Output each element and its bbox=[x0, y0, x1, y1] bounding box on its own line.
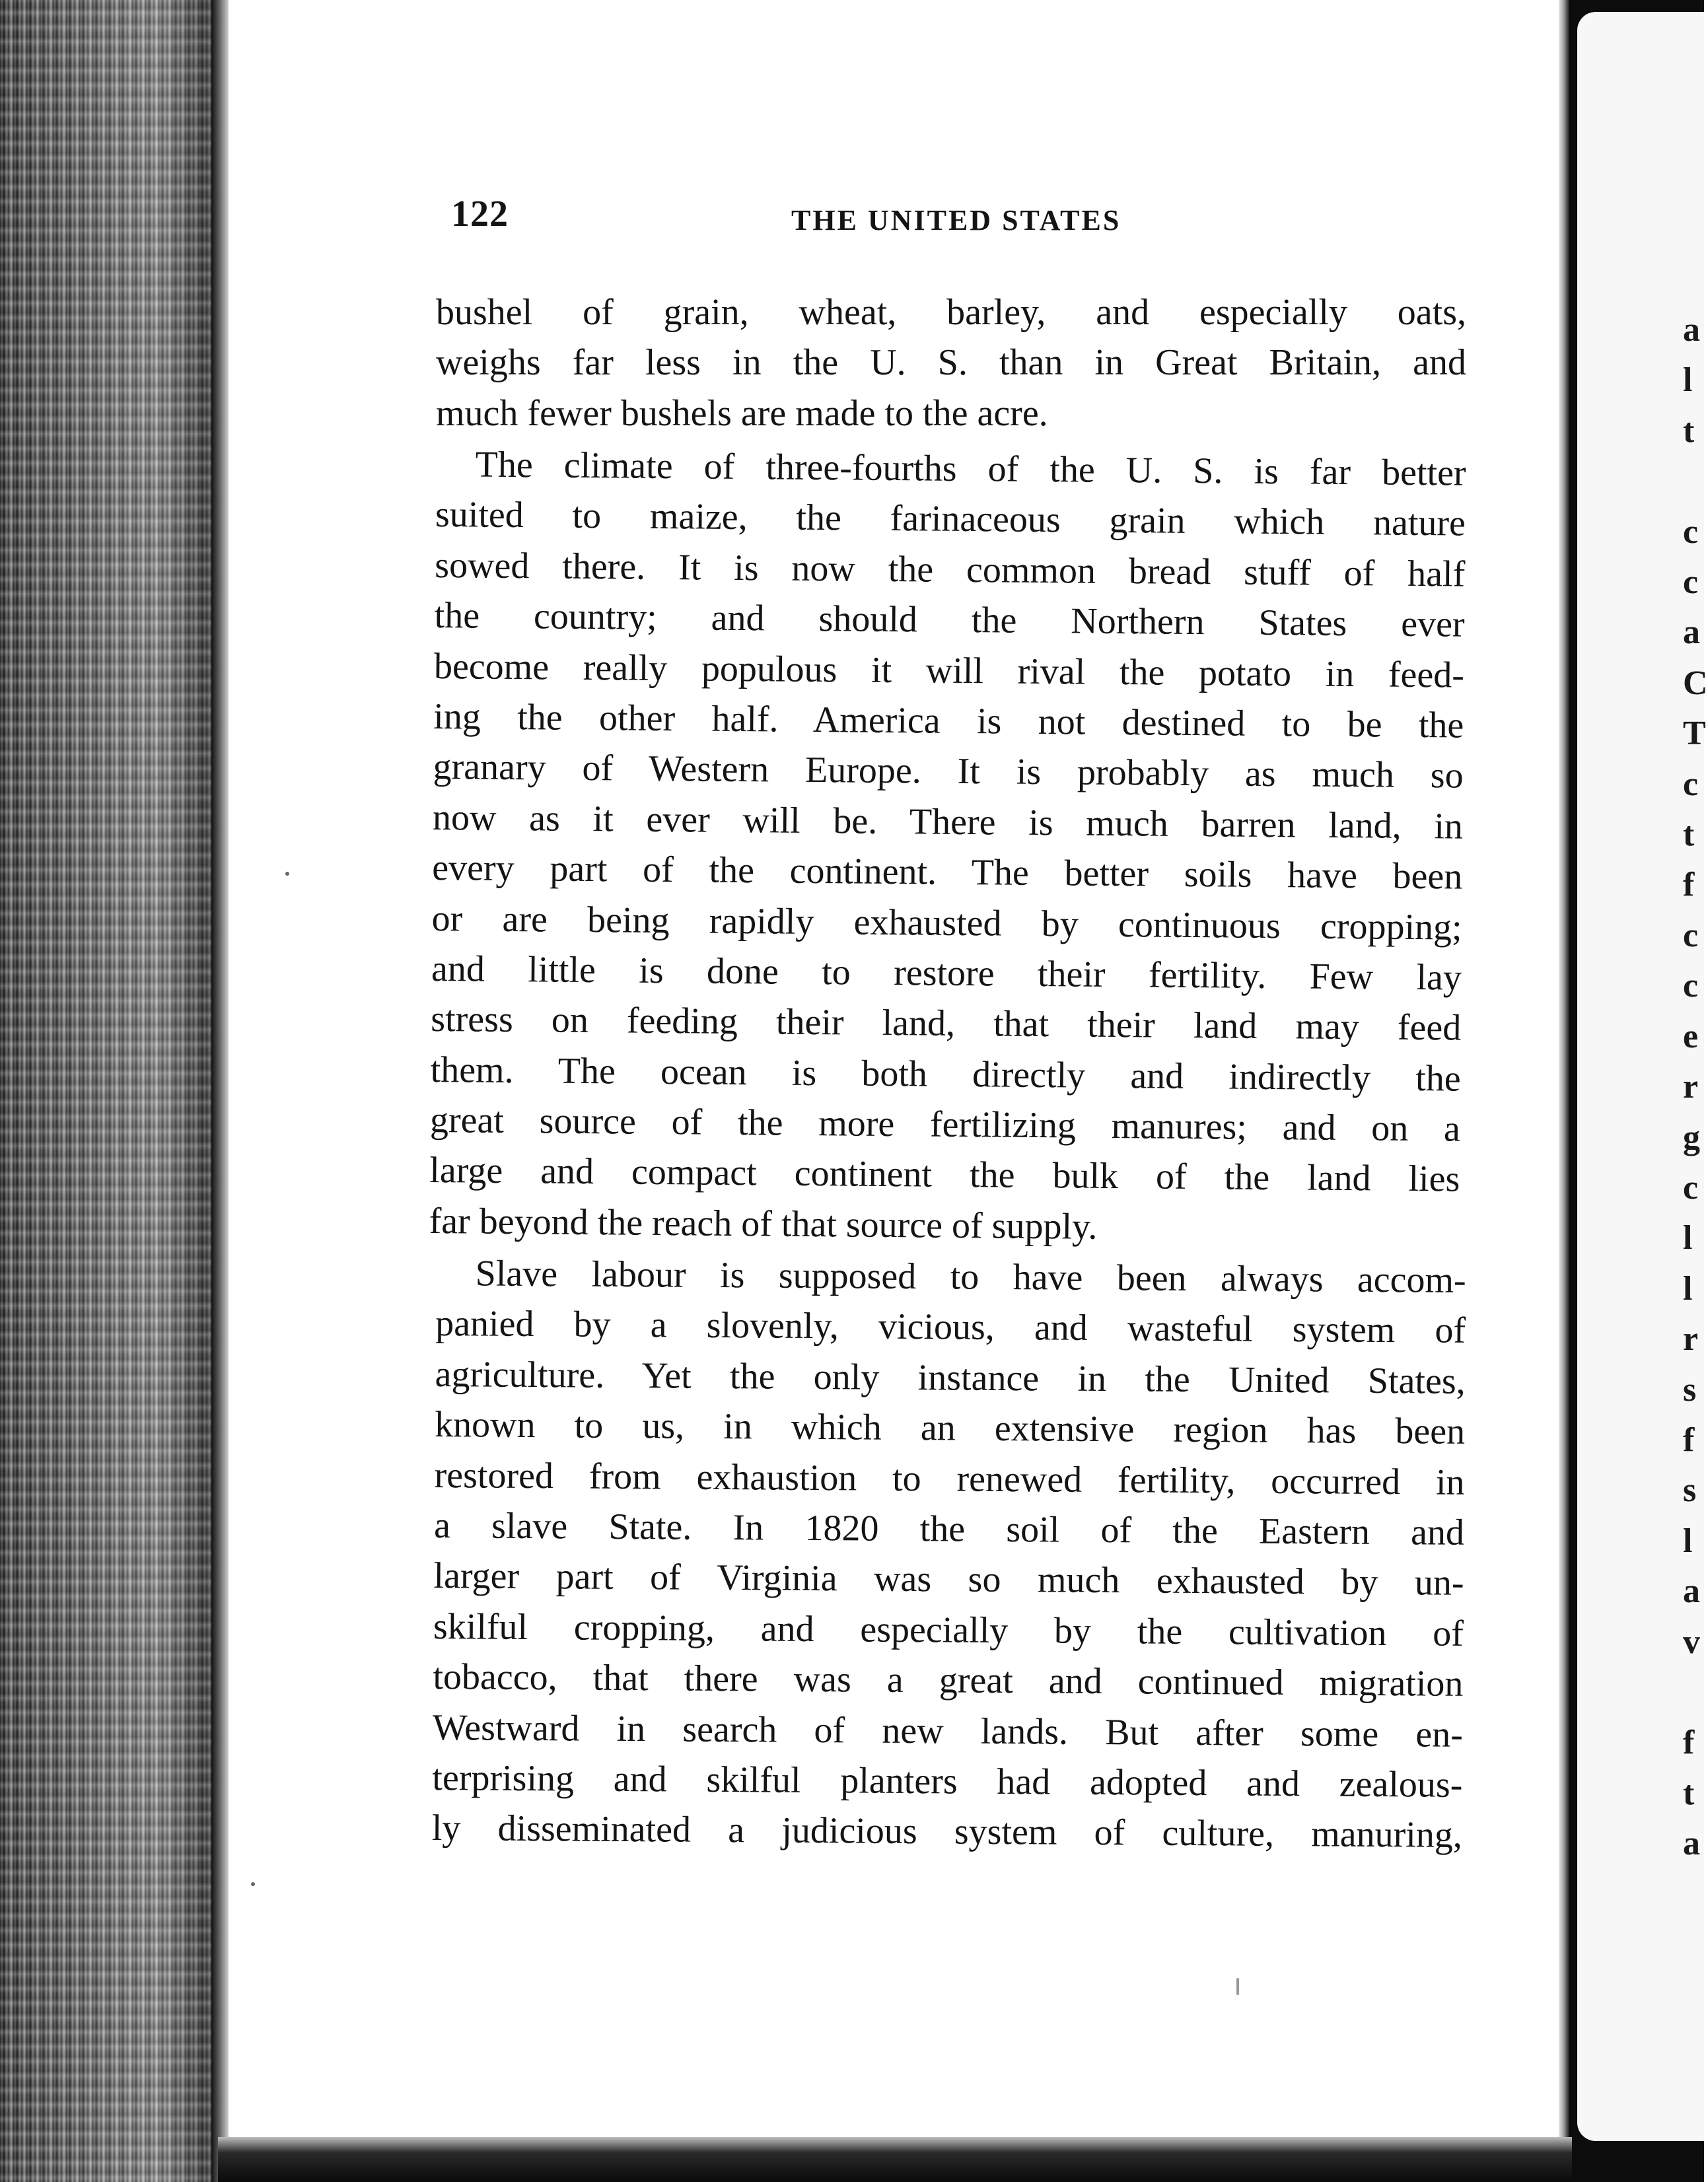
text-line: restored from exhaustion to renewed fertility, occurred in bbox=[434, 1454, 1465, 1503]
text-line: great source of the more fertilizing manures; and on a bbox=[429, 1100, 1461, 1150]
paper-speck bbox=[285, 872, 289, 876]
running-head: THE UNITED STATES bbox=[791, 204, 1121, 236]
text-line: now as it ever will be. There is much barren land, in bbox=[432, 796, 1464, 847]
page-gutter-shadow bbox=[211, 0, 229, 2182]
paper-speck bbox=[1236, 1978, 1239, 1995]
facing-page-text-fragment: a l t c c a C T c t f c c e r g c l l r s f s l a v f t a bbox=[1683, 311, 1708, 1863]
text-line: weighs far less in the U. S. than in Great Britain, and bbox=[436, 342, 1466, 384]
text-line: the country; and should the Northern States ever bbox=[434, 595, 1465, 645]
paragraph-1 bbox=[436, 287, 1466, 439]
text-line: skilful cropping, and especially by the cultivation of bbox=[433, 1605, 1464, 1654]
text-line: tobacco, that there was a great and continued migration bbox=[433, 1656, 1464, 1705]
text-line: and little is done to restore their fertility. Few lay bbox=[431, 948, 1462, 999]
bottom-page-edge bbox=[218, 2137, 1572, 2182]
book-binding-edge bbox=[0, 0, 228, 2182]
text-line: bushel of grain, wheat, barley, and especially oats, bbox=[436, 292, 1466, 333]
text-line: suited to maize, the farinaceous grain which nature bbox=[435, 494, 1466, 544]
text-line: panied by a slovenly, vicious, and wasteful system of bbox=[435, 1303, 1466, 1352]
text-line: known to us, in which an extensive region has been bbox=[434, 1404, 1466, 1453]
text-line: become really populous it will rival the potato in feed- bbox=[433, 645, 1465, 696]
text-line: Westward in search of new lands. But after some en- bbox=[432, 1707, 1464, 1755]
page-number: 122 bbox=[451, 194, 509, 234]
paper-speck bbox=[251, 1882, 255, 1886]
text-line: granary of Western Europe. It is probably as much so bbox=[433, 746, 1464, 796]
text-line: much fewer bushels are made to the acre. bbox=[436, 392, 1048, 434]
text-line: far beyond the reach of that source of supply. bbox=[429, 1200, 1098, 1248]
text-line: them. The ocean is both directly and indirectly the bbox=[430, 1049, 1461, 1100]
text-line: terprising and skilful planters had adopted and zealous- bbox=[432, 1757, 1463, 1806]
text-line: a slave State. In 1820 the soil of the Eastern and bbox=[433, 1504, 1465, 1553]
text-line: ing the other half. America is not destined to be the bbox=[433, 695, 1464, 746]
text-line: every part of the continent. The better soils have been bbox=[432, 847, 1463, 897]
text-line: larger part of Virginia was so much exhausted by un- bbox=[433, 1555, 1464, 1604]
paragraph-2 bbox=[429, 439, 1466, 1255]
text-line: large and compact continent the bulk of the land lies bbox=[429, 1150, 1460, 1201]
text-line: sowed there. It is now the common bread stuff of half bbox=[435, 544, 1466, 595]
text-line: The climate of three-fourths of the U. S. is far better bbox=[475, 444, 1466, 494]
text-line: agriculture. Yet the only instance in the United States, bbox=[435, 1353, 1466, 1402]
right-gutter-shadow bbox=[1559, 0, 1569, 2182]
text-line: or are being rapidly exhausted by continuous cropping; bbox=[431, 897, 1462, 948]
text-line: Slave labour is supposed to have been always accom- bbox=[475, 1253, 1466, 1301]
text-line: stress on feeding their land, that their land may feed bbox=[431, 999, 1462, 1049]
text-line: ly disseminated a judicious system of culture, manuring, bbox=[431, 1808, 1463, 1856]
paragraph-3 bbox=[432, 1248, 1466, 1861]
